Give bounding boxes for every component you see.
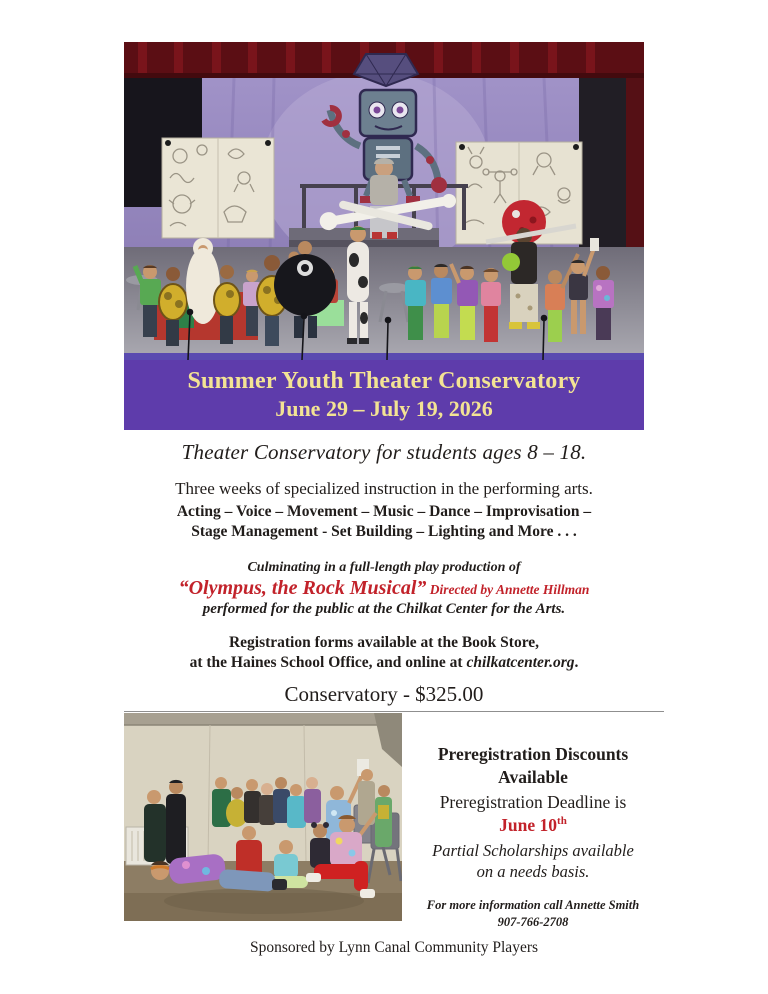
- contact-phone: 907-766-2708: [497, 915, 569, 930]
- sponsor-line: Sponsored by Lynn Canal Community Players: [249, 939, 539, 957]
- registration-line-2: at the Haines School Office, and online at chilkatcenter.org.: [189, 654, 579, 672]
- group-photo: [124, 713, 402, 921]
- contact-info: [402, 897, 664, 931]
- title-banner: [124, 360, 644, 430]
- website-text: chilkatcenter.org: [466, 654, 575, 672]
- deadline-ordinal: th: [557, 814, 567, 827]
- venue-line: performed for the public at the Chilkat Center for the Arts.: [202, 601, 566, 618]
- stage-performance-photo: [124, 42, 644, 360]
- event-title: Summer Youth Theater Conservatory: [187, 368, 581, 394]
- section-divider: [124, 711, 664, 712]
- skills-line-2: Stage Management - Set Building – Lighting and More . . .: [191, 522, 577, 540]
- scholarships-note: Partial Scholarships available on a needs basis.: [432, 840, 634, 882]
- registration-info: [124, 633, 644, 673]
- contact-line: For more information call Annette Smith: [426, 898, 640, 913]
- bottom-section: [124, 713, 664, 931]
- deadline-label: Preregistration Deadline is: [439, 791, 627, 812]
- price-line: Conservatory - $325.00: [284, 682, 484, 707]
- production-lead-in: Culminating in a full-length play production of: [247, 560, 521, 576]
- doodle-panel-left: [162, 138, 274, 238]
- preregistration-heading: Preregistration Discounts Available: [437, 744, 629, 787]
- skills-list: [124, 502, 644, 541]
- deadline-date: June 10th: [499, 814, 567, 835]
- show-title-line: [124, 577, 644, 600]
- description: Three weeks of specialized instruction in the performing arts.: [175, 479, 593, 499]
- show-title: “Olympus, the Rock Musical”: [178, 577, 427, 600]
- director-credit: Directed by Annette Hillman: [426, 582, 590, 598]
- tagline: Theater Conservatory for students ages 8 – 18.: [181, 440, 587, 465]
- preregistration-info: [402, 713, 664, 931]
- event-dates: June 29 – July 19, 2026: [275, 395, 493, 421]
- skills-line-1: Acting – Voice – Movement – Music – Dance – Improvisation –: [176, 503, 592, 521]
- registration-line-1: Registration forms available at the Book Store,: [228, 634, 540, 652]
